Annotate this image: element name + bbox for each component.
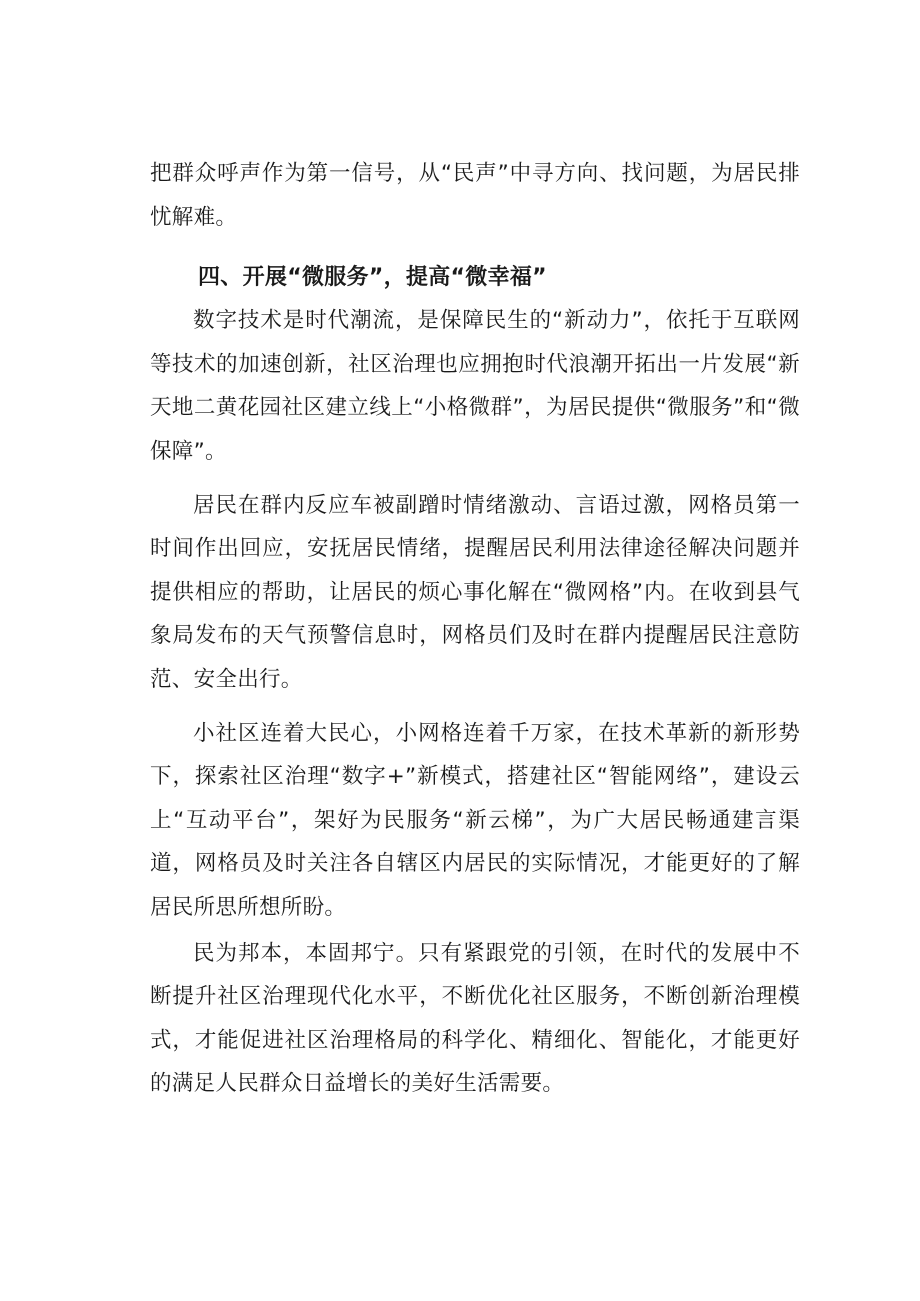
paragraph-conclusion: 民为邦本，本固邦宁。只有紧跟党的引领，在时代的发展中不断提升社区治理现代化水平，不断优化社区服务，不断创新治理模式，才能促进社区治理格局的科学化、精细化、智能化，才能更好的满足人民群众日益增长的美好生活需要。 [150, 940, 800, 1097]
paragraph-small-community: 小社区连着大民心，小网格连着千万家，在技术革新的新形势下，探索社区治理“数字+”新模式，搭建社区“智能网络”，建设云上“互动平台”，架好为民服务“新云梯”，为广大居民畅通建言渠道，网格员及时关注各自辖区内居民的实际情况，才能更好的了解居民所思所想所盼。 [150, 720, 800, 920]
paragraph-continuation: 把群众呼声作为第一信号，从“民声”中寻方向、找问题，为居民排忧解难。 [150, 161, 800, 230]
section-heading: 四、开展“微服务”，提高“微幸福” [198, 265, 547, 291]
document-body [150, 152, 800, 1106]
paragraph-group-response: 居民在群内反应车被副蹭时情绪激动、言语过激，网格员第一时间作出回应，安抚居民情绪，提醒居民利用法律途径解决问题并提供相应的帮助，让居民的烦心事化解在“微网格”内。在收到县气象局发布的天气预警信息时，网格员们及时在群内提醒居民注意防范、安全出行。 [150, 492, 800, 692]
paragraph-digital-tech: 数字技术是时代潮流，是保障民生的“新动力”，依托于互联网等技术的加速创新，社区治理也应拥抱时代浪潮开拓出一片发展“新天地二黄花园社区建立线上“小格微群”，为居民提供“微服务”和“微保障”。 [150, 308, 800, 464]
